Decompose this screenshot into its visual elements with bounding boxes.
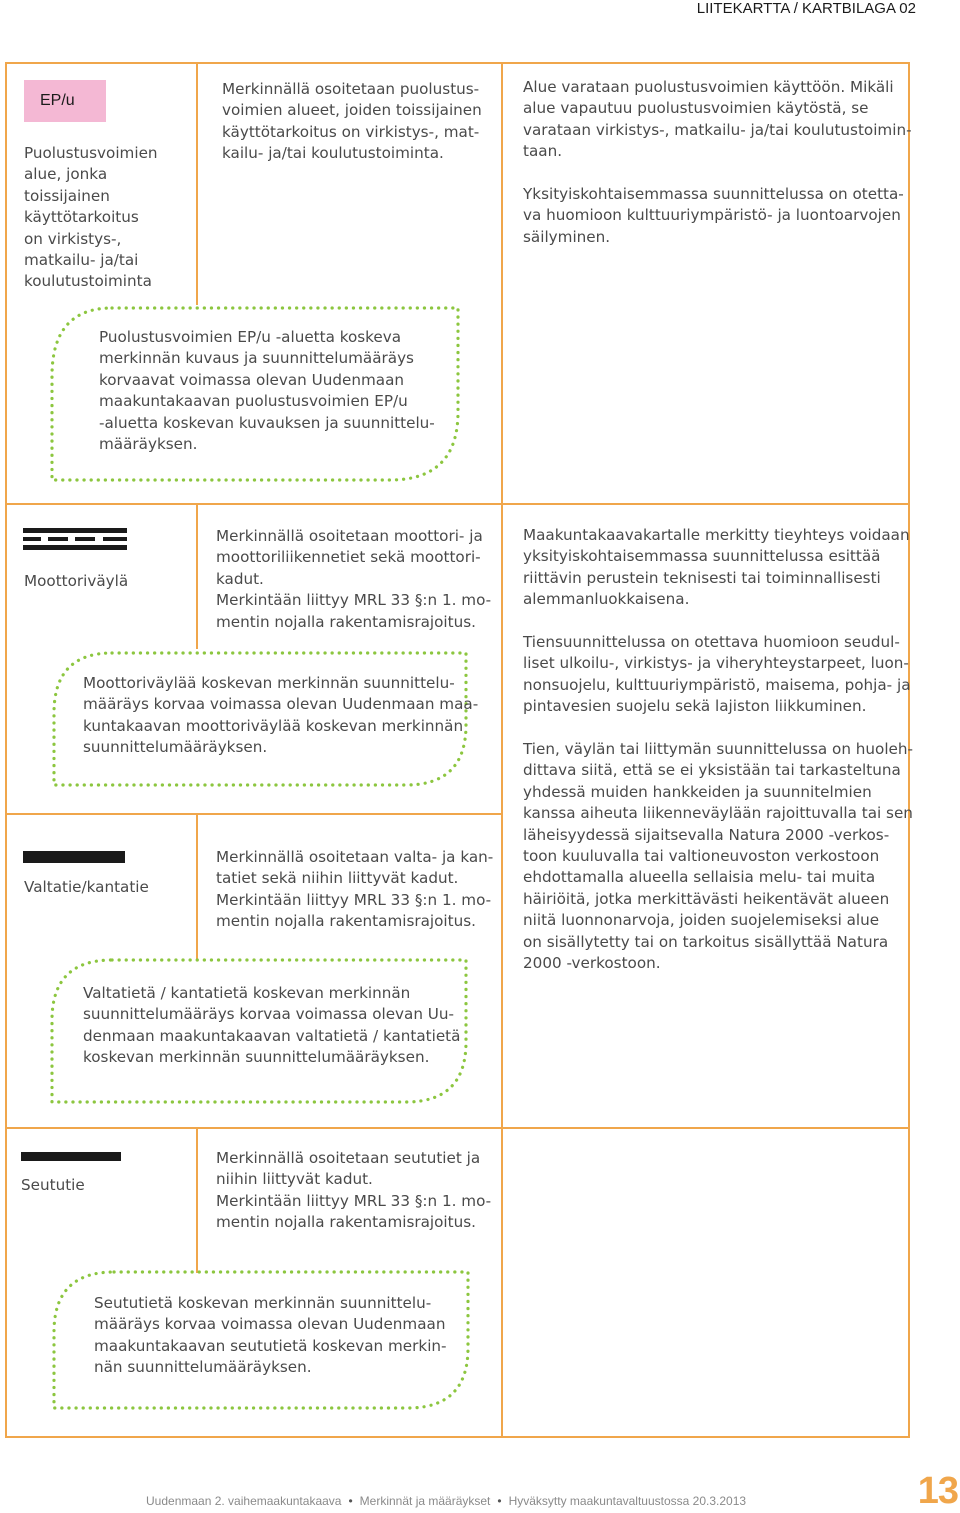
highway-symbol bbox=[23, 851, 125, 863]
regional-road-symbol bbox=[21, 1152, 121, 1161]
ep-note: Puolustusvoimien EP/u -aluetta koskeva merkinnän kuvaus ja suunnittelumääräys korvaavat voimassa olevan Uudenmaan maakuntakaavan puolustusvoimien EP/u -aluetta koskevan kuvauksen ja suunnittelu- määräyksen. bbox=[99, 328, 435, 454]
divider-v2-top bbox=[501, 62, 503, 505]
highway-note: Valtatietä / kantatietä koskevan merkinnän suunnittelumääräys korvaa voimassa olevan Uu- denmaan maakuntakaavan valtatietä / kantatietä koskevan merkinnän suunnittelumääräyksen. bbox=[83, 984, 461, 1067]
ep-badge: EP/u bbox=[24, 80, 106, 122]
motorway-label: Moottoriväylä bbox=[24, 572, 129, 590]
bullet-icon: • bbox=[497, 1494, 502, 1508]
divider-h2 bbox=[5, 813, 502, 815]
divider-v2-middle bbox=[501, 503, 503, 1127]
ep-regulation-p2: Yksityiskohtaisemmassa suunnittelussa on otetta- va huomioon kulttuuriympäristö- ja luontoarvojen säilyminen. bbox=[523, 185, 904, 246]
divider-v1-motorway bbox=[196, 503, 198, 649]
roads-regulation-p2: Tiensuunnittelussa on otettava huomioon seudul- liset ulkoilu-, virkistys- ja viheryhteystarpeet, luon- nonsuojelu, kulttuuriympäristö, maisema, pohja- ja pintavesien suojelu sekä lajiston liikkuminen. bbox=[523, 633, 911, 716]
motorway-description: Merkinnällä osoitetaan moottori- ja moottoriliikennetiet sekä moottori- kadut. Merkintään liittyy MRL 33 §:n 1. mo- mentin nojalla rakentamisrajoitus. bbox=[216, 527, 492, 631]
ep-regulation-p1: Alue varataan puolustusvoimien käyttöön. Mikäli alue vapautuu puolustusvoimien käytöstä, se varataan virkistys-, matkailu- ja/tai koulutustoimin- taan. bbox=[523, 78, 912, 161]
footer-approval: Hyväksytty maakuntavaltuustossa 20.3.2013 bbox=[508, 1494, 747, 1508]
highway-description: Merkinnällä osoitetaan valta- ja kan- tatiet sekä niihin liittyvät kadut. Merkintään liittyy MRL 33 §:n 1. mo- mentin nojalla rakentamisrajoitus. bbox=[216, 848, 494, 931]
page-footer bbox=[146, 1494, 746, 1508]
bullet-icon: • bbox=[348, 1494, 353, 1508]
page-number: 13 bbox=[917, 1470, 958, 1512]
divider-h1 bbox=[5, 503, 910, 505]
divider-v1-regional bbox=[196, 1127, 198, 1273]
motorway-note: Moottoriväylää koskevan merkinnän suunnittelu- määräys korvaa voimassa olevan Uudenmaan maa- kuntakaavan moottoriväylää koskevan merkinnän suunnittelumääräyksen. bbox=[83, 674, 479, 757]
highway-label: Valtatie/kantatie bbox=[24, 878, 149, 896]
ep-label: Puolustusvoimien alue, jonka toissijainen käyttötarkoitus on virkistys-, matkailu- ja/tai koulutustoiminta bbox=[24, 144, 158, 291]
divider-v1-highway bbox=[196, 813, 198, 959]
regional-road-note: Seututietä koskevan merkinnän suunnittelu- määräys korvaa voimassa olevan Uudenmaan maakuntakaavan seututietä koskevan merkin- nän suunnittelumääräyksen. bbox=[94, 1294, 447, 1377]
ep-description: Merkinnällä osoitetaan puolustus- voimien alueet, joiden toissijainen käyttötarkoitus on virkistys-, mat- kailu- ja/tai koulutustoiminta. bbox=[222, 80, 482, 163]
regional-road-label: Seututie bbox=[21, 1176, 85, 1194]
regional-road-description: Merkinnällä osoitetaan seututiet ja niihin liittyvät kadut. Merkintään liittyy MRL 33 §:n 1. mo- mentin nojalla rakentamisrajoitus. bbox=[216, 1149, 492, 1232]
page-header: LIITEKARTTA / KARTBILAGA 02 bbox=[696, 0, 916, 17]
divider-v1-top bbox=[196, 62, 198, 305]
divider-v2-regional bbox=[501, 1127, 503, 1438]
footer-doc-type: Merkinnät ja määräykset bbox=[359, 1494, 491, 1508]
roads-regulation-p3: Tien, väylän tai liittymän suunnittelussa on huoleh- dittava siitä, että se ei yksistään tai tarkasteltuna yhdessä muiden hankkeiden ja suunnitelmien kanssa aiheuta liikenneväylään rajoittuvalla tai sen läheisyydessä sijaitsevalla Natura 2000 -verkos- toon kuuluvalla tai valtioneuvoston verkostoon ehdottamalla alueella sellaisia melu- tai muita häiriöitä, jotka merkittävästi heikentävät alueen niitä luonnonarvoja, joiden suojelemiseksi alue on sisällytetty tai on tarkoitus sisällyttää Natura 2000 -verkostoon. bbox=[523, 740, 913, 973]
roads-regulation-p1: Maakuntakaavakartalle merkitty tieyhteys voidaan yksityiskohtaisemmassa suunnittelussa esittää riittävin perustein teknisesti tai toiminnallisesti alemmanluokkaisena. bbox=[523, 526, 910, 609]
motorway-symbol bbox=[23, 528, 127, 554]
footer-plan-name: Uudenmaan 2. vaihemaakuntakaava bbox=[146, 1494, 342, 1508]
divider-h3 bbox=[5, 1127, 910, 1129]
